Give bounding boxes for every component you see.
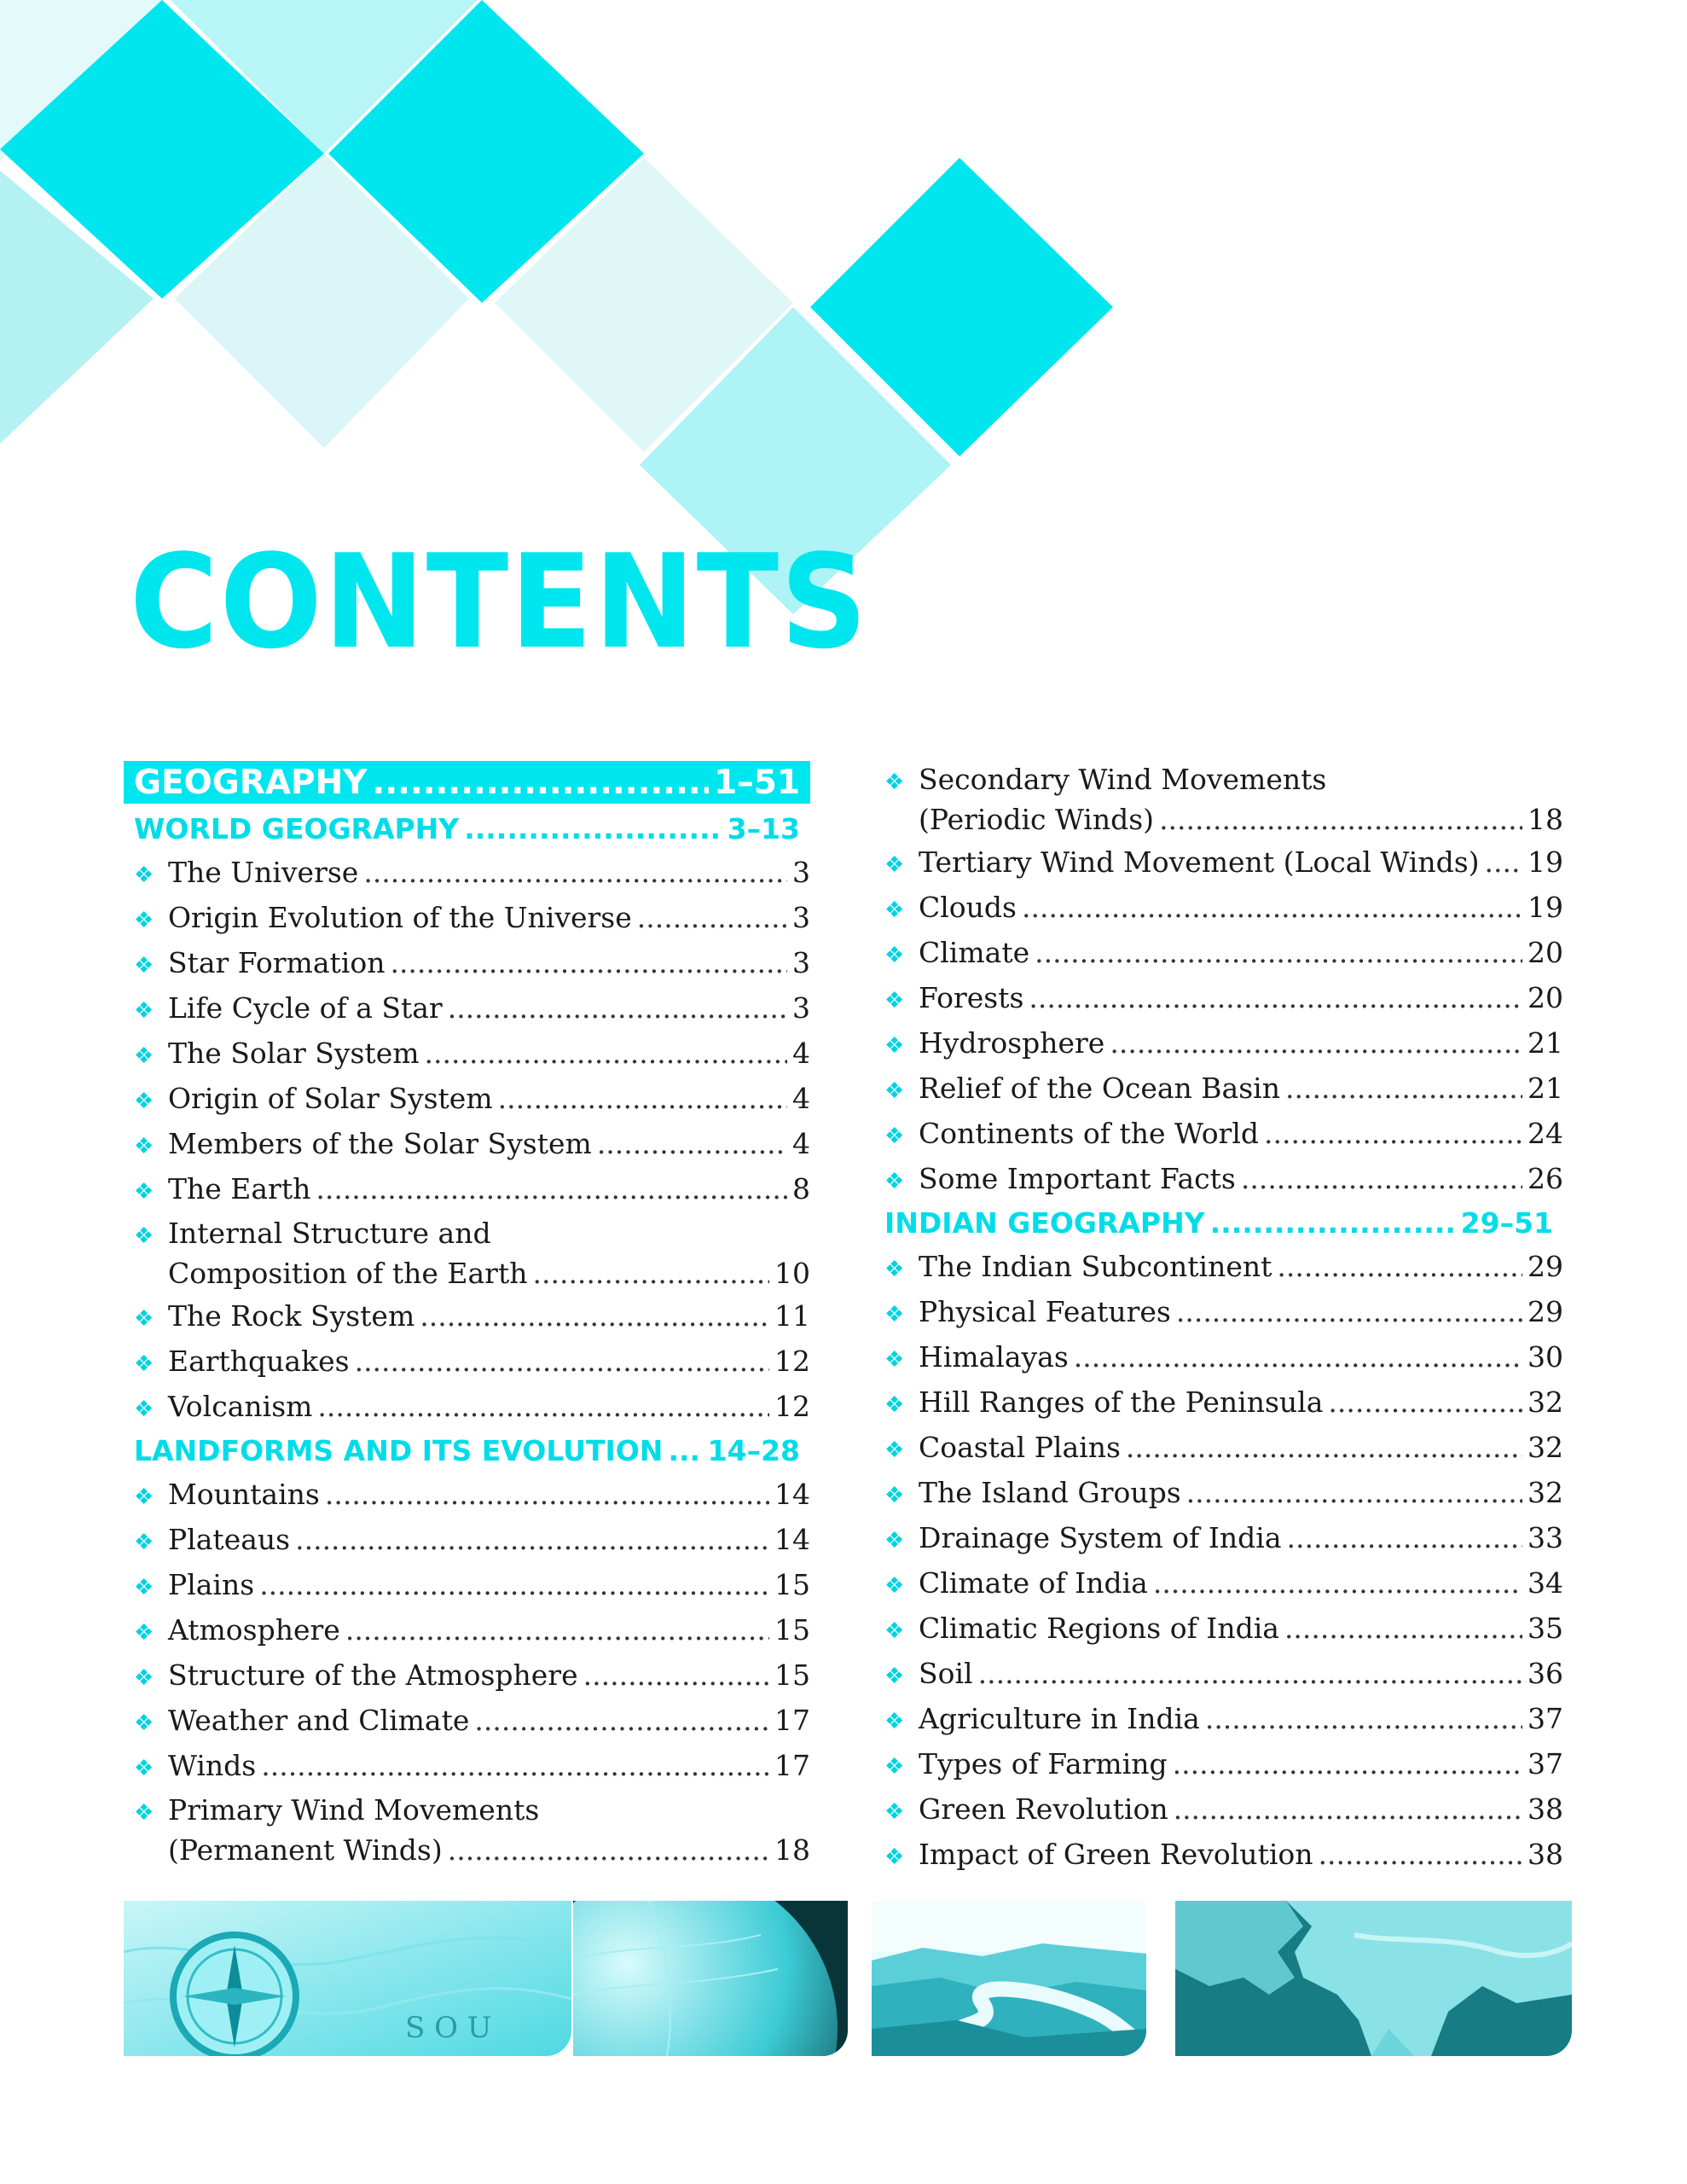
diamond-bullet-icon: ❖ — [884, 1573, 905, 1599]
toc-entry[interactable]: ❖ Volcanism ..... 12 — [124, 1384, 810, 1429]
diamond-bullet-icon: ❖ — [884, 1844, 905, 1870]
toc-entry[interactable]: ❖ Star Formation ..... 3 — [124, 940, 810, 985]
diamond-bullet-icon: ❖ — [134, 1484, 154, 1510]
toc-entry[interactable]: ❖ The Rock System ..... 11 — [124, 1293, 810, 1339]
diamond-bullet-icon: ❖ — [884, 1483, 905, 1508]
section-label: LANDFORMS AND ITS EVOLUTION — [134, 1433, 664, 1467]
toc-entry[interactable]: ❖ Climate ..... 20 — [874, 930, 1563, 975]
diamond-bullet-icon: ❖ — [884, 1078, 905, 1104]
diamond-bullet-icon: ❖ — [884, 852, 905, 878]
diamond-bullet-icon: ❖ — [134, 1043, 154, 1069]
svg-text:S O U: S O U — [405, 2011, 492, 2045]
toc-entry[interactable]: ❖ Types of Farming ..... 37 — [874, 1741, 1563, 1786]
leader-dots — [668, 1434, 702, 1467]
toc-entry[interactable]: ❖ Climate of India ..... 34 — [874, 1560, 1563, 1606]
toc-entry[interactable]: ❖ Secondary Wind Movements (Periodic Winds) ..... 18 — [874, 758, 1563, 839]
toc-entry[interactable]: ❖ Structure of the Atmosphere ..... 15 — [124, 1653, 810, 1698]
toc-entry[interactable]: ❖ Plains ..... 15 — [124, 1562, 810, 1607]
toc-entry[interactable]: ❖ Mountains ..... 14 — [124, 1472, 810, 1517]
page-title: CONTENTS — [130, 526, 869, 677]
toc-entry[interactable]: ❖ Hill Ranges of the Peninsula ..... 32 — [874, 1380, 1563, 1425]
diamond-bullet-icon: ❖ — [134, 1711, 154, 1736]
leader-dots — [1210, 1206, 1456, 1240]
toc-section-landforms[interactable] — [124, 1429, 810, 1472]
diamond-bullet-icon: ❖ — [884, 1302, 905, 1327]
diamond-bullet-icon: ❖ — [134, 1575, 154, 1600]
section-pages: 3–13 — [727, 811, 800, 845]
diamond-bullet-icon: ❖ — [134, 1397, 154, 1422]
section-label: WORLD GEOGRAPHY — [134, 811, 460, 845]
toc-left-column — [124, 761, 810, 1870]
toc-entry[interactable]: ❖ The Solar System ..... 4 — [124, 1031, 810, 1076]
diamond-bullet-icon: ❖ — [134, 1179, 154, 1205]
toc-entry[interactable]: ❖ Plateaus ..... 14 — [124, 1517, 810, 1562]
banner-label: GEOGRAPHY — [134, 763, 368, 802]
india-satellite-map-image — [1175, 1901, 1572, 2056]
toc-entry[interactable]: ❖ Tertiary Wind Movement (Local Winds) ..... 19 — [874, 839, 1563, 885]
diamond-bullet-icon: ❖ — [884, 1664, 905, 1689]
toc-entry[interactable]: ❖ Weather and Climate ..... 17 — [124, 1698, 810, 1743]
toc-entry[interactable]: ❖ Earthquakes ..... 12 — [124, 1339, 810, 1384]
toc-entry[interactable]: ❖ Internal Structure and Composition of the Earth ..... 10 — [124, 1211, 810, 1293]
diamond-bullet-icon: ❖ — [884, 1124, 905, 1149]
diamond-bullet-icon: ❖ — [884, 1392, 905, 1418]
diamond-bullet-icon: ❖ — [884, 1754, 905, 1780]
diamond-bullet-icon: ❖ — [884, 1257, 905, 1282]
toc-entry[interactable]: ❖ Soil ..... 36 — [874, 1651, 1563, 1696]
toc-entry[interactable]: ❖ Origin of Solar System ..... 4 — [124, 1076, 810, 1121]
diamond-bullet-icon: ❖ — [884, 1528, 905, 1554]
toc-entry[interactable]: ❖ Members of the Solar System ..... 4 — [124, 1121, 810, 1166]
toc-entry[interactable]: ❖ Life Cycle of a Star ..... 3 — [124, 985, 810, 1031]
diamond-bullet-icon: ❖ — [884, 988, 905, 1014]
toc-entry[interactable]: ❖ Clouds ..... 19 — [874, 885, 1563, 930]
canyon-river-image — [872, 1901, 1146, 2056]
diamond-bullet-icon: ❖ — [134, 863, 154, 888]
toc-banner-geography[interactable] — [124, 761, 810, 804]
toc-entry[interactable]: ❖ Climatic Regions of India ..... 35 — [874, 1606, 1563, 1651]
toc-entry[interactable]: ❖ Agriculture in India ..... 37 — [874, 1696, 1563, 1741]
toc-entry[interactable]: ❖ Winds ..... 17 — [124, 1743, 810, 1788]
diamond-bullet-icon: ❖ — [134, 1800, 154, 1826]
toc-entry[interactable]: ❖ The Universe ..... 3 — [124, 850, 810, 895]
diamond-bullet-icon: ❖ — [134, 1223, 154, 1249]
diamond-bullet-icon: ❖ — [884, 1347, 905, 1373]
toc-entry[interactable]: ❖ The Indian Subcontinent ..... 29 — [874, 1244, 1563, 1289]
banner-pages: 1–51 — [714, 763, 800, 802]
toc-section-world-geography[interactable] — [124, 807, 810, 850]
section-pages: 14–28 — [707, 1433, 800, 1467]
diamond-bullet-icon: ❖ — [134, 1134, 154, 1159]
diamond-bullet-icon: ❖ — [134, 1620, 154, 1646]
diamond-bullet-icon: ❖ — [884, 1799, 905, 1825]
diamond-bullet-icon: ❖ — [134, 1665, 154, 1691]
section-pages: 29–51 — [1460, 1205, 1553, 1240]
diamond-bullet-icon: ❖ — [884, 943, 905, 968]
toc-entry[interactable]: ❖ Green Revolution ..... 38 — [874, 1786, 1563, 1832]
diamond-bullet-icon: ❖ — [134, 998, 154, 1024]
compass-map-image — [124, 1901, 571, 2056]
diamond-bullet-icon: ❖ — [884, 1169, 905, 1194]
diamond-bullet-icon: ❖ — [884, 1709, 905, 1734]
leader-dots — [464, 812, 722, 845]
diamond-bullet-icon: ❖ — [884, 897, 905, 923]
diamond-bullet-icon: ❖ — [134, 1530, 154, 1555]
diamond-bullet-icon: ❖ — [884, 1033, 905, 1059]
toc-entry[interactable]: ❖ Physical Features ..... 29 — [874, 1289, 1563, 1334]
toc-right-column — [874, 758, 1563, 1877]
diamond-bullet-icon: ❖ — [134, 908, 154, 933]
toc-entry[interactable]: ❖ Primary Wind Movements (Permanent Winds) ..... 18 — [124, 1788, 810, 1870]
toc-entry[interactable]: ❖ The Island Groups ..... 32 — [874, 1470, 1563, 1515]
toc-entry[interactable]: ❖ Forests ..... 20 — [874, 975, 1563, 1020]
toc-entry[interactable]: ❖ Some Important Facts ..... 26 — [874, 1156, 1563, 1201]
section-label: INDIAN GEOGRAPHY — [884, 1205, 1205, 1240]
toc-entry[interactable]: ❖ Continents of the World ..... 24 — [874, 1111, 1563, 1156]
leader-dots — [373, 764, 710, 802]
diamond-bullet-icon: ❖ — [884, 1618, 905, 1644]
diamond-bullet-icon: ❖ — [134, 1306, 154, 1332]
toc-entry[interactable]: ❖ Coastal Plains ..... 32 — [874, 1425, 1563, 1470]
toc-entry[interactable]: ❖ Hydrosphere ..... 21 — [874, 1020, 1563, 1066]
toc-entry[interactable]: ❖ Origin Evolution of the Universe ..... 3 — [124, 895, 810, 940]
toc-entry[interactable]: ❖ Himalayas ..... 30 — [874, 1334, 1563, 1380]
diamond-bullet-icon: ❖ — [134, 1756, 154, 1781]
toc-entry[interactable]: ❖ The Earth ..... 8 — [124, 1166, 810, 1211]
toc-entry[interactable]: ❖ Drainage System of India ..... 33 — [874, 1515, 1563, 1560]
toc-entry[interactable]: ❖ Impact of Green Revolution ..... 38 — [874, 1832, 1563, 1877]
toc-entry[interactable]: ❖ Relief of the Ocean Basin ..... 21 — [874, 1066, 1563, 1111]
diamond-bullet-icon: ❖ — [884, 770, 905, 795]
diamond-bullet-icon: ❖ — [884, 1438, 905, 1463]
diamond-bullet-icon: ❖ — [134, 1351, 154, 1377]
diamond-bullet-icon: ❖ — [134, 953, 154, 979]
toc-entry[interactable]: ❖ Atmosphere ..... 15 — [124, 1607, 810, 1653]
toc-section-indian-geography[interactable] — [874, 1201, 1563, 1244]
diamond-bullet-icon: ❖ — [134, 1089, 154, 1114]
globe-image — [573, 1901, 848, 2056]
